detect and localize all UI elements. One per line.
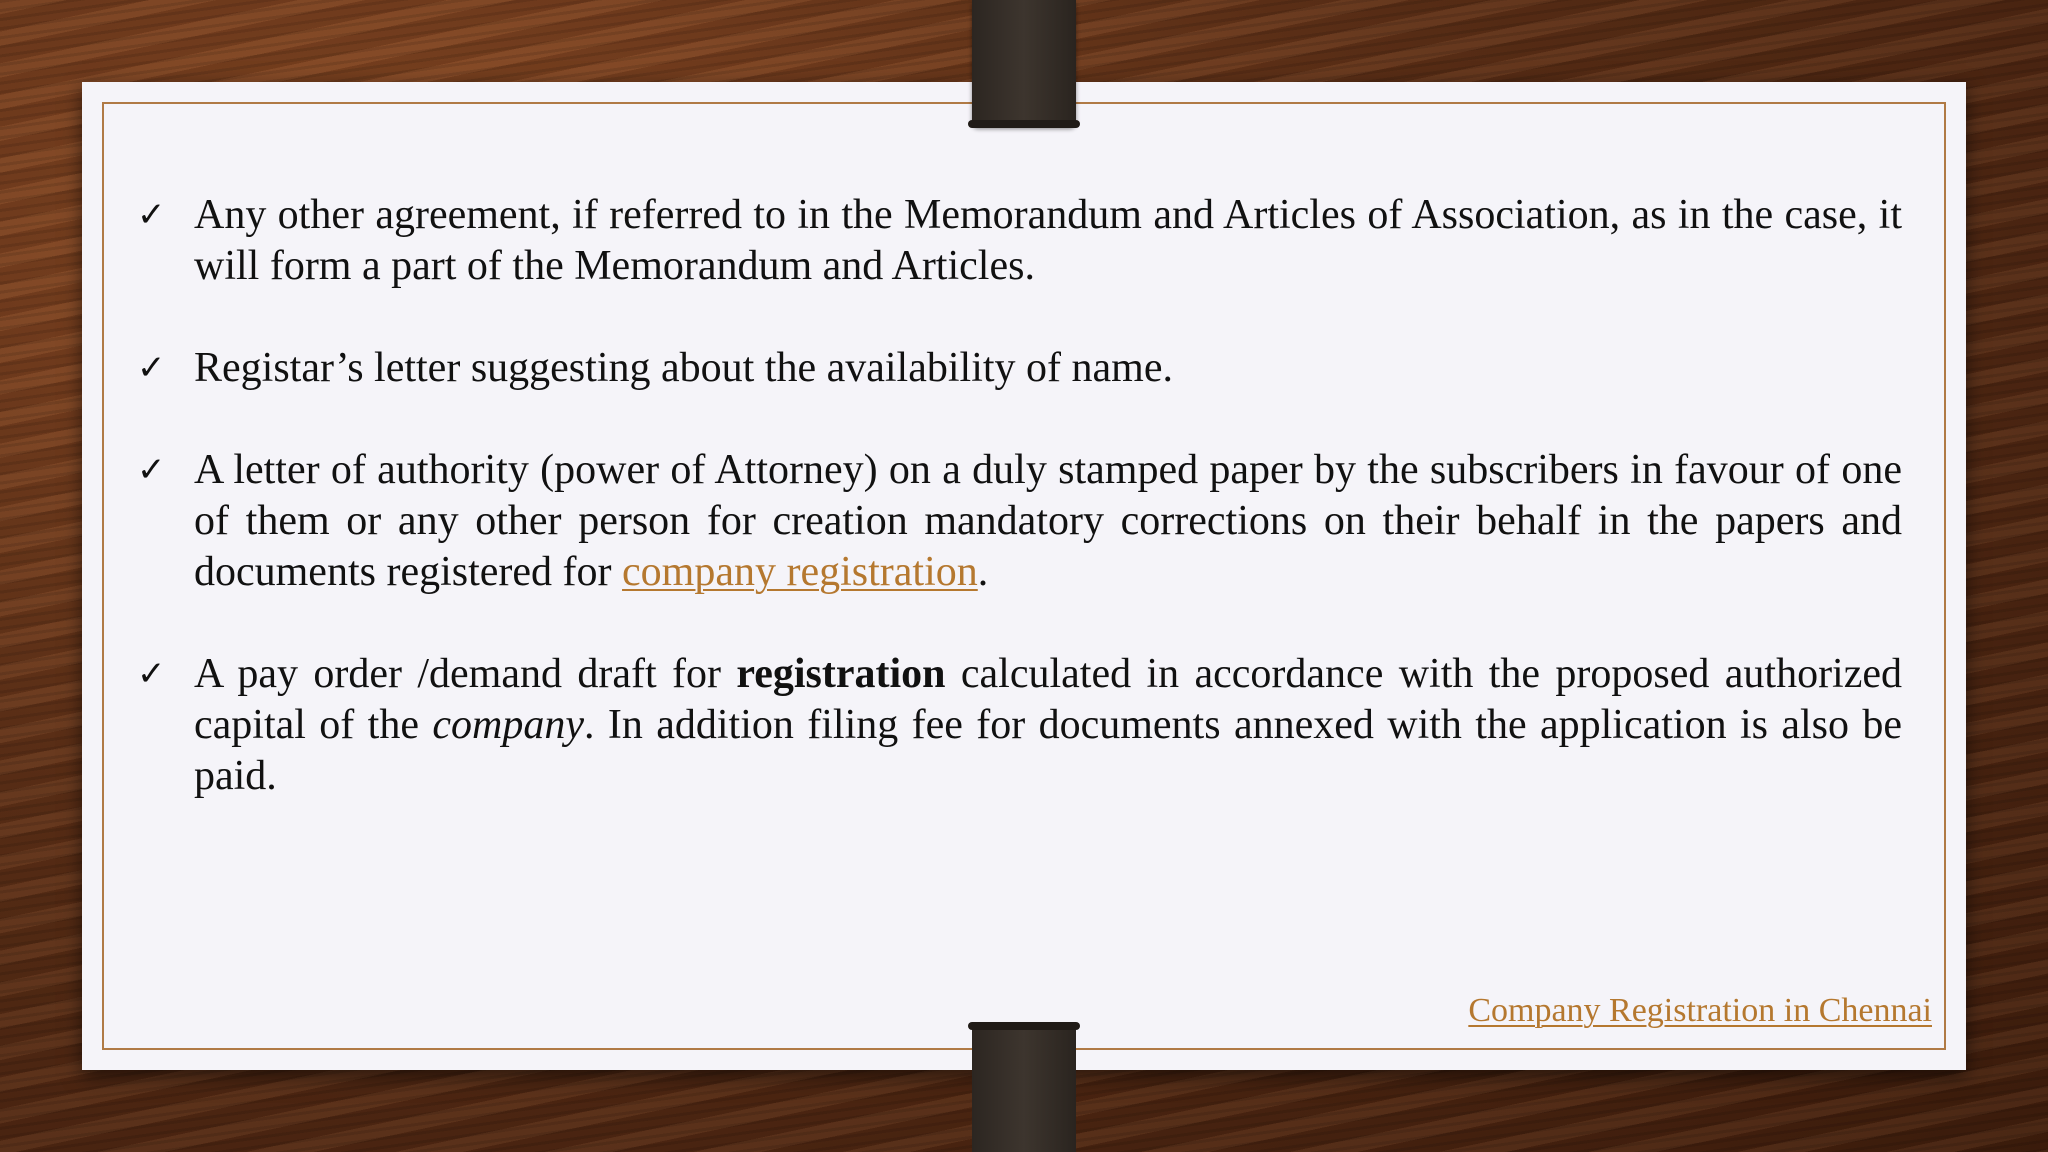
bullet-text: Any other agreement, if referred to in the Memorandum and Articles of Association, as in the case, it will form a part of the Memorandum and Articles. — [194, 192, 1902, 289]
checkmark-icon: ✓ — [137, 348, 166, 388]
bold-term: registration — [736, 651, 946, 697]
bullet-text: A pay order /demand draft for — [194, 651, 737, 697]
italic-term: company — [432, 702, 584, 748]
top-clip — [972, 0, 1076, 126]
bullet-text-end: . In addition filing fee for documents annexed with the application is also be paid. — [194, 702, 1902, 799]
bottom-clip — [972, 1024, 1076, 1152]
company-registration-link[interactable]: company registration — [622, 549, 978, 595]
bullet-text-end: . — [977, 549, 989, 595]
bullet-text: A letter of authority (power of Attorney) on a duly stamped paper by the subscribers in favour of one of them or any other person for creation mandatory corrections on their behalf in the papers and documents registered for — [194, 447, 1902, 595]
checkmark-icon: ✓ — [137, 450, 166, 490]
bullet-list — [137, 190, 1902, 853]
bullet-item — [137, 445, 1902, 598]
checkmark-icon: ✓ — [137, 654, 166, 694]
bullet-text: Registar’s letter suggesting about the availability of name. — [194, 345, 1173, 391]
bullet-item — [137, 649, 1902, 802]
bullet-item — [137, 343, 1902, 394]
footer-link[interactable]: Company Registration in Chennai — [1468, 992, 1932, 1029]
bullet-item — [137, 190, 1902, 292]
checkmark-icon: ✓ — [137, 195, 166, 235]
bullet-text-middle: calculated in accordance with the proposed authorized capital of the — [194, 651, 1903, 748]
